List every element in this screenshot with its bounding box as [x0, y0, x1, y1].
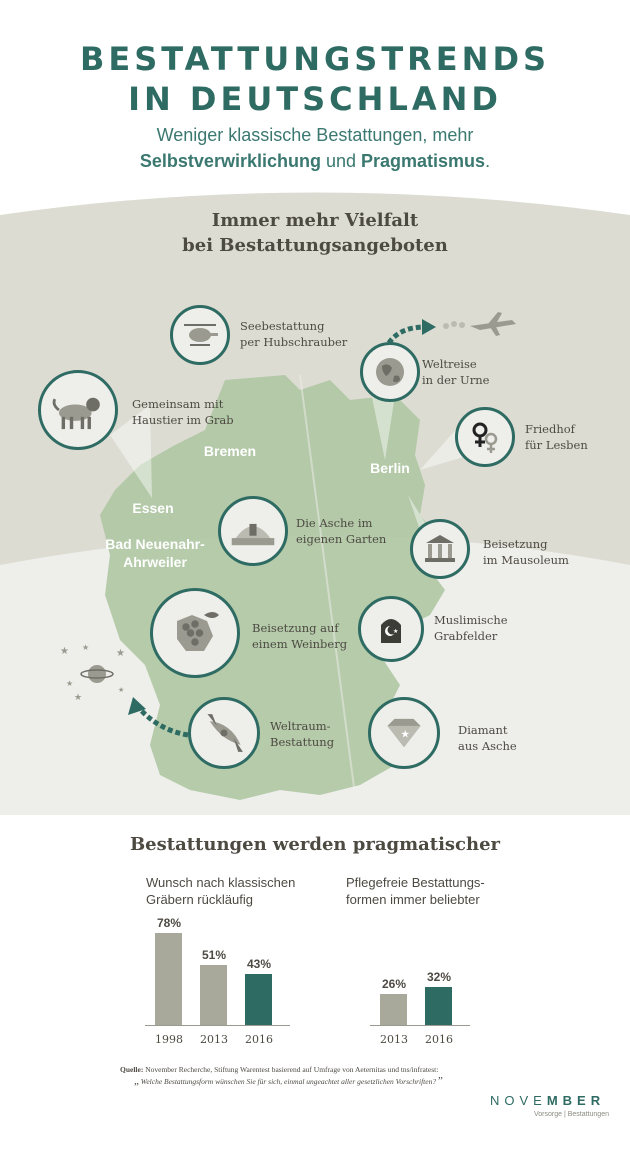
source-quote: „ Welche Bestattungsform wünschen Sie für sich, einmal ungeachtet aller gesetzlichen Vorschriften? ”: [134, 1075, 443, 1087]
page-title-line-2: IN DEUTSCHLAND: [128, 80, 502, 118]
logo-bold: MBER: [546, 1093, 606, 1108]
bar-value-label: 32%: [426, 970, 452, 985]
helicopter-label-1: Seebestattung: [240, 319, 325, 333]
vineyard-label-1: Beisetzung auf: [252, 621, 339, 635]
page-title-line-1: BESTATTUNGSTRENDS: [79, 40, 551, 78]
helicopter-label-2: per Hubschrauber: [240, 335, 348, 349]
bar-year-label: 2013: [200, 1033, 228, 1046]
svg-text:★: ★: [393, 629, 399, 635]
helicopter-icon: [178, 313, 222, 357]
garden-label-2: eigenen Garten: [296, 532, 387, 546]
vineyard-circle: [150, 588, 240, 678]
source-line: [120, 1064, 520, 1075]
svg-text:★: ★: [60, 646, 69, 657]
svg-text:★: ★: [74, 692, 83, 702]
lesbian-label-2: für Lesben: [525, 438, 588, 452]
world-label-2: in der Urne: [422, 373, 490, 387]
svg-text:★: ★: [116, 648, 125, 659]
map-section-title-line-2: bei Bestattungsangeboten: [182, 235, 448, 256]
bar-1-2013: [200, 965, 227, 1025]
planet-stars-icon: [52, 640, 132, 710]
mausoleum-circle: [410, 519, 470, 579]
chart-axis-line: [145, 1025, 290, 1026]
garden-label-1: Die Asche im: [296, 516, 373, 530]
globe-icon: [368, 350, 412, 394]
bar-value-label: 26%: [381, 977, 407, 992]
subtitle-highlight-2: Pragmatismus: [361, 151, 486, 171]
city-ahrweiler-line-2: Ahrweiler: [123, 554, 187, 570]
bar-value-label: 78%: [156, 916, 182, 930]
mausoleum-label-1: Beisetzung: [483, 537, 548, 551]
dog-label-1: Gemeinsam mit: [132, 397, 224, 411]
chart1-title-line-2: Gräbern rückläufig: [146, 892, 253, 907]
bar-year-label: 2016: [245, 1033, 273, 1046]
city-berlin: Berlin: [370, 460, 410, 476]
source-quote-text: Welche Bestattungsform wünschen Sie für sich, einmal ungeachtet aller gesetzlichen Vorschriften?: [140, 1077, 437, 1086]
bar-value-label: 51%: [201, 947, 227, 962]
chart-section-title: Bestattungen werden pragmatischer: [129, 834, 501, 855]
garden-circle: [218, 496, 288, 566]
logo-subtitle: Vorsorge | Bestattungen: [534, 1111, 609, 1118]
space-circle: [188, 697, 260, 769]
dog-label-2: Haustier im Grab: [132, 413, 234, 427]
bar-value-label: 43%: [246, 957, 272, 972]
vineyard-map-icon: [162, 600, 228, 666]
map-section-title-line-1: Immer mehr Vielfalt: [211, 210, 419, 231]
diamond-circle: [368, 697, 440, 769]
bar-2-2016: [425, 987, 452, 1025]
city-essen: Essen: [132, 500, 174, 516]
chart2-title-line-1: Pflegefreie Bestattungs-: [346, 875, 485, 890]
chart1-title-line-1: Wunsch nach klassischen: [146, 875, 296, 890]
crescent-tombstone-icon: [369, 607, 413, 651]
lesbian-label-1: Friedhof: [525, 422, 575, 436]
chart-axis-line: [370, 1025, 470, 1026]
bar-year-label: 1998: [155, 1033, 183, 1046]
world-circle: [360, 342, 420, 402]
city-bremen: Bremen: [203, 443, 257, 459]
bar-year-label: 2016: [425, 1033, 453, 1046]
svg-text:★: ★: [82, 643, 90, 652]
space-label-1: Weltraum-: [270, 719, 331, 733]
svg-text:★: ★: [400, 728, 410, 741]
house-icon: [227, 505, 279, 557]
venus-symbols-icon: [463, 415, 507, 459]
muslim-circle: [358, 596, 424, 662]
svg-text:★: ★: [66, 679, 74, 688]
city-ahrweiler-line-1: Bad Neuenahr-: [105, 536, 205, 552]
diamond-label-1: Diamant: [458, 723, 508, 737]
space-label-2: Bestattung: [270, 735, 335, 749]
mausoleum-label-2: im Mausoleum: [483, 553, 569, 567]
logo-light: NOVE: [490, 1093, 547, 1108]
world-label-1: Weltreise: [422, 357, 477, 371]
chart2-title-line-2: formen immer beliebter: [346, 892, 480, 907]
dog-icon: [48, 380, 108, 440]
lesbian-circle: [455, 407, 515, 467]
subtitle-line-2: [0, 148, 630, 174]
source-label: Quelle:: [120, 1065, 144, 1074]
diamond-icon: [378, 707, 430, 759]
subtitle-connector: und: [320, 151, 362, 171]
mausoleum-icon: [418, 527, 462, 571]
helicopter-circle: [170, 305, 230, 365]
subtitle-period: .: [485, 151, 491, 171]
rocket-icon: [198, 707, 250, 759]
muslim-label-1: Muslimische: [434, 613, 508, 627]
subtitle-line-1: Weniger klassische Bestattungen, mehr: [156, 125, 474, 145]
bar-year-label: 2013: [380, 1033, 408, 1046]
diamond-label-2: aus Asche: [458, 739, 517, 753]
november-logo: [490, 1093, 605, 1108]
airplane-icon: [440, 308, 520, 338]
source-text: November Recherche, Stiftung Warentest basierend auf Umfrage von Aeternitas und tns/infratest:: [143, 1065, 439, 1074]
subtitle-highlight-1: Selbstverwirklichung: [139, 151, 321, 171]
bar-2-2013: [380, 994, 407, 1025]
vineyard-label-2: einem Weinberg: [252, 637, 348, 651]
svg-text:★: ★: [118, 687, 125, 694]
dog-circle: [38, 370, 118, 450]
bar-1-1998: [155, 933, 182, 1025]
muslim-label-2: Grabfelder: [434, 629, 498, 643]
bar-1-2016: [245, 974, 272, 1025]
